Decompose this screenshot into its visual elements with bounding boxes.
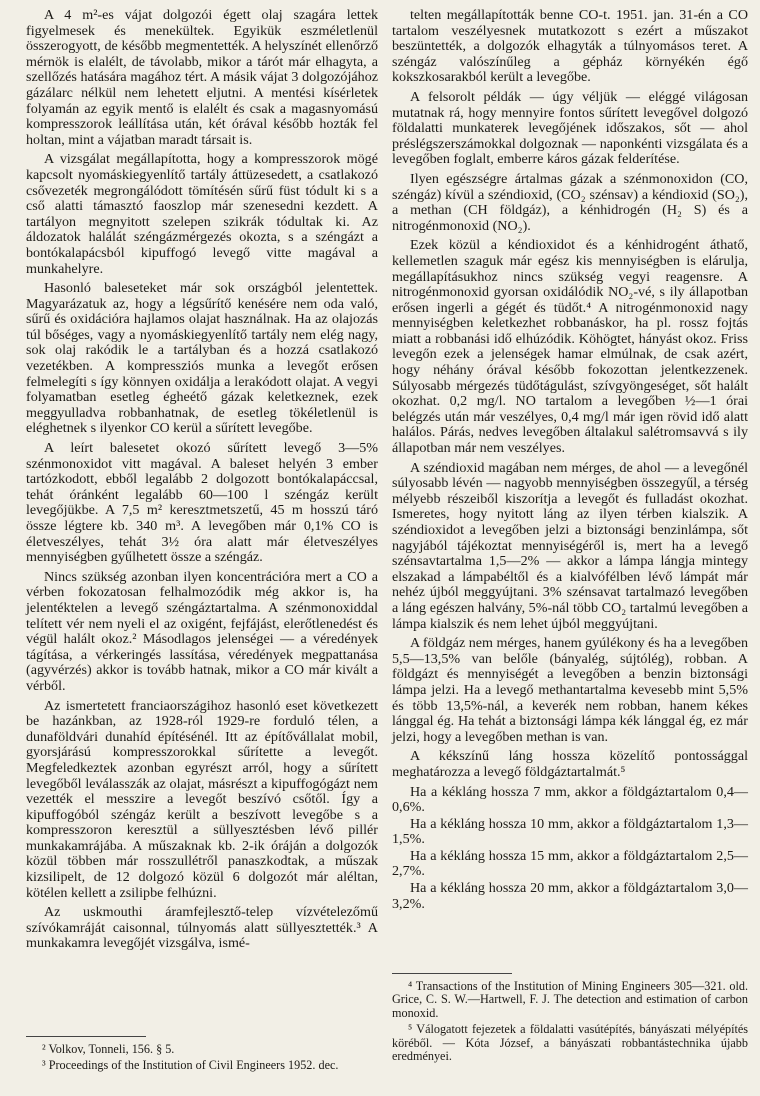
left-footnotes — [26, 1036, 378, 1076]
paragraph: A felsorolt példák — úgy véljük — eléggé világosan mutatnak rá, hogy mennyire fontos sűrített levegővel dolgozó földalatti munkaterek levegőjének időszakos, sőt — ahol préslégszerszámokkal dolgoznak — naponkénti vizsgálata és a levegőben foglalt, emberre káros gázak felderítése. — [392, 88, 748, 168]
paragraph: A vizsgálat megállapította, hogy a kompresszorok mögé kapcsolt nyomáskiegyenlítő tartály áttüzesedett, a csatlakozó csővezeték megrongálódott tömítésén sűrű füst tódult ki s a cső alatti támasztó faoszlop már szenesedni kezdett. A tartályon megnyitott szelepen szikrák tódultak ki. Az áldozatok halálát széngázmérgezés okozta, s a széngázt a bontókalapácsból kipuffogó levegő vitte magával a munkahelyre. — [26, 151, 378, 277]
paragraph: Nincs szükség azonban ilyen koncentrációra mert a CO a vérben fokozatosan felhalmozódik még akkor is, ha jelentéktelen a levegő széngáztartalma. A szénmonoxiddal telített vér nem nyeli el az oxigént, fejfájást, elerőtlenedést és végül halált okoz.² Másodlagos jelenségei — a véredények tágítása, a vérkeringés lassítása, véredények megpattanása (agyvérzés) akkor is tovább hatnak, mikor a CO már kivált a vérből. — [26, 568, 378, 694]
paragraph: Hasonló baleseteket már sok országból jelentettek. Magyarázatuk az, hogy a légsűrítő kenésére nem oda való, sűrű és oxidációra hajlamos olajat használnak. Ha az olajozás túl bőséges, vagy a nyomáskiegyenlítő tartály nem elég nagy, sok olaj rakódik le a tartályban és a hozzá csatlakozó vezetékben. A kompressziós munka a levegőt erősen felmelegíti s így könnyen oxidálja a lerakódott olajat. A vegyi folyamatban esetleg égheétő gázak keletkeznek, ezek meggyulladva robbanhatnak, de esetleg tökéletlenül is eléghetnek s ilyenkor CO kerül a sűrített levegőbe. — [26, 280, 378, 437]
paragraph: A leírt balesetet okozó sűrített levegő 3—5% szénmonoxidot vitt magával. A baleset helyén 3 ember tartózkodott, ebből legalább 2 dolgozott bontókalapáccsal, tehát óránként legalább 60—100 l széngáz került levegőjükbe. A 7,5 m² keresztmetszetű, 45 m hosszú táró össze légtere kb. 340 m³. A levegőben már 0,1% CO is életveszélyes, tehát 3½ óra alatt már életveszélyes mennyiségben gyűlhetett össze a széngáz. — [26, 440, 378, 566]
flame-length-row: Ha a kékláng hossza 7 mm, akkor a földgáztartalom 0,4—0,6%. — [392, 783, 748, 816]
paragraph: Ilyen egészségre ártalmas gázak a szénmonoxidon (CO, széngáz) kívül a széndioxid, (CO₂ szénsav) a kéndioxid (SO₂), a methan (CH földgáz), a kénhidrogén (H₂ S) és a nitrogénmonoxid (NO₂). — [392, 170, 748, 234]
right-column — [392, 7, 748, 1064]
right-footnotes — [392, 973, 748, 1066]
footnote-4: ⁴ Transactions of the Institution of Mining Engineers 305—321. old. Grice, C. S. W.—Hartwell, F. J. The detection and estimation of carbon monoxid. — [392, 979, 748, 1020]
footnote-2: ² Volkov, Tonneli, 156. § 5. — [42, 1042, 175, 1056]
footnote-divider — [392, 973, 512, 974]
footnote-5: ⁵ Válogatott fejezetek a földalatti vasútépítés, bányászati mélyépítés köréből. — Kóta József, a bányászati robbantástechnika újabb eredményei. — [392, 1022, 748, 1064]
left-column — [26, 7, 378, 1073]
flame-length-row: Ha a kékláng hossza 20 mm, akkor a földgáztartalom 3,0—3,2%. — [392, 880, 748, 912]
footnote-divider — [26, 1036, 146, 1037]
footnote-3: ³ Proceedings of the Institution of Civil Engineers 1952. dec. — [42, 1058, 339, 1073]
paragraph: A széndioxid magában nem mérges, de ahol — a levegőnél súlyosabb lévén — nagyobb mennyiségben összegyűl, a térség mélyebb részeiből kiszorítja a levegőt és fulladást okozhat. Ismeretes, hogy nyitott láng az ilyen térben kialszik. A széndioxidot a levegőben jelzi a biztonsági benzinlámpa, sőt nagyjából tájékoztat mennyiségéről is, mert ha a levegő szénsavtartalma 1,5—2% — akkor a lámpa lángja mintegy elszakad a lámpabéltől és a kialvófélben lévő lámpát már nehéz újból meggyújtani. 3% szénsavat tartalmazó levegőben a láng egészen halvány, 5%-nál több CO₂ tartalmú levegőben a lámpa kialszik és nem lehet újból meggyújtani. — [392, 459, 748, 632]
paragraph: Az ismertetett franciaországihoz hasonló eset következett be hazánkban, az 1928-ról 1929-re forduló télen, a dunaföldvári dunahíd építésénél. Itt az építővállalat mobil, gyorsjárású kompresszorokkal sűrítette a levegőt. Megfeledkeztek azonban egyrészt arról, hogy a sűrített levegőből leválasszák az olajat, másrészt a kipuffogógázt nem vezették el messzire a levegőt beszívó csőtől. Így a kipuffogóból széngáz került a beszívott levegőbe s a kompresszoron keresztül a süllyesztésben lévő pillér munkakamrájába. A műszaknak kb. 2-ik óráján a dolgozók közül többen már rosszullétről panaszkodtak, a műszak kizsilipelt, de 12 dolgozó közül 6 dolgozót már aléltan, kötélen kellett a zsilipbe felhúzni. — [26, 697, 378, 901]
paragraph: A 4 m²-es vájat dolgozói égett olaj szagára lettek figyelmesek és menekültek. Egyikük eszméletlenül összerogyott, de később megmentették. A helyszínét ellenőrző mérnök is elalélt, de távolabb, mikor a tárót már elhagyta, a szellőzés hatására magához tért. A másik vájat 3 dolgozójához gázálarc nélkül nem lehetett eljutni. A mentési kísérletek folyamán az egyik mentő is elalélt és csak a magasnyomású kompresszorok leállítása után, két órával később hozták fel holtan, mint a vájatban maradt társait is. — [26, 7, 378, 148]
flame-length-row: Ha a kékláng hossza 15 mm, akkor a földgáztartalom 2,5—2,7%. — [392, 847, 748, 880]
flame-length-row: Ha a kékláng hossza 10 mm, akkor a földgáztartalom 1,3—1,5%. — [392, 815, 748, 848]
paragraph: Az uskmouthi áramfejlesztő-telep vízvételezőmű szívókamráját caisonnal, túlnyomás alatt süllyesztették.³ A munkakamra levegőjét vizsgálva, ismé- — [26, 904, 378, 952]
left-column-body — [26, 8, 378, 952]
paragraph: A kékszínű láng hossza közelítő pontossággal meghatározza a levegő földgáztartalmát.⁵ — [392, 748, 748, 780]
paragraph: A földgáz nem mérges, hanem gyúlékony és ha a levegőben 5,5—13,5% van belőle (bányalég, sújtólég), robban. A földgázt és mennyiségét a levegőben a benzin biztonsági lámpa jelzi. Ha a levegő methantartalma kevesebb mint 5,5% és több 13,5%-nál, a keverék nem robban, hanem kékes lánggal ég. Ha tehát a biztonsági lámpa kék lánggal ég, ez már jelzi, hogy a levegőben methan is van. — [392, 635, 748, 745]
paragraph: telten megállapították benne CO-t. 1951. jan. 31-én a CO tartalom veszélyesnek mutatkozott s ezért a műszakot beszüntették, a dolgozók elhagyták a túlnyomásos teret. A széngáz valószínűleg a gépház környékén égő kokszkosarakból került a levegőbe. — [392, 7, 748, 86]
paragraph: Ezek közül a kéndioxidot és a kénhidrogént áthatő, kellemetlen szaguk már egész kis mennyiségben is elárulja, megállapításukhoz nincs szükség vegyi reagensre. A nitrogénmonoxid gyorsan oxidálódik NO₂-vé, s ily állapotban erősen ingerli a gégét és tüdőt.⁴ A nitrogénmonoxid nagy mennyiségben keletkezhet robbanáskor, ha pl. rossz fojtás miatt a robbanási idő elhúzódik. Köhögtet, hányást okoz. Friss levegőn ezek a jelenségek hamar elmúlnak, de csak azért, hogy néhány órával később fokozottan jelentkezzenek. Súlyosabb mérgezés tüdőtágulást, szívgyöngeséget, sőt halált okozhat. 0,2 mg/l. NO tartalom a levegőben ½—1 órai belégzés után már veszélyes, 0,4 mg/l már igen rövid idő alatt halálos. Párás, nedves levegőben általakul salétromsavvá s ily állapotban már nem veszélyes. — [392, 237, 748, 457]
right-column-body — [392, 8, 748, 912]
